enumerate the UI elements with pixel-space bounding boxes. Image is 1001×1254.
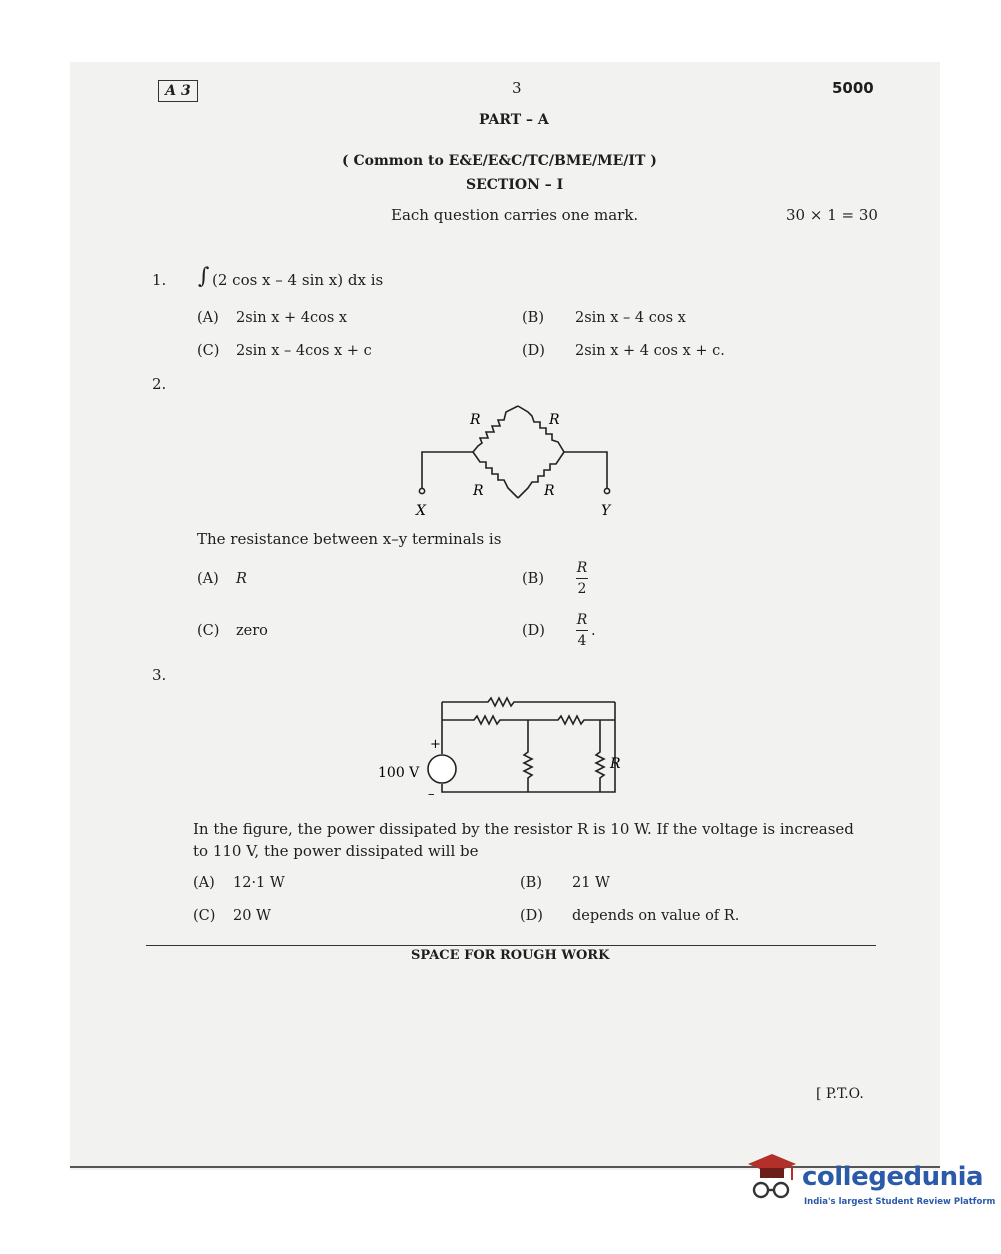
pto-marker: [ P.T.O. xyxy=(816,1086,864,1102)
option-text: 2sin x + 4cos x xyxy=(236,310,348,326)
question-number: 2. xyxy=(152,375,167,393)
marks-total: 30 × 1 = 30 xyxy=(786,206,878,224)
fraction-r-over-2 xyxy=(576,560,588,597)
terminal-x-label: X xyxy=(416,503,426,519)
option-label: (B) xyxy=(522,571,544,587)
set-code-box: A 3 xyxy=(158,80,198,102)
resistor-label: R xyxy=(470,412,481,428)
question-number: 3. xyxy=(152,666,167,684)
resistor-label: R xyxy=(473,483,484,499)
rough-work-divider xyxy=(146,945,876,946)
resistor-label: R xyxy=(610,756,621,772)
question-stem-line: In the figure, the power dissipated by the resistor R is 10 W. If the voltage is increased xyxy=(193,820,854,838)
option-label: (D) xyxy=(520,908,543,924)
section-title: SECTION – I xyxy=(466,177,564,193)
resistor-label: R xyxy=(544,483,555,499)
rough-work-label: SPACE FOR ROUGH WORK xyxy=(411,948,610,963)
paper-code: 5000 xyxy=(832,79,874,97)
watermark-brand: collegedunia xyxy=(802,1162,984,1192)
option-label: (D) xyxy=(522,623,545,639)
option-label: (A) xyxy=(197,310,219,326)
fraction-denominator: 2 xyxy=(577,581,587,597)
option-text: 2sin x + 4 cos x + c. xyxy=(575,343,725,359)
option-text: zero xyxy=(236,623,268,639)
integral-sign: ∫ xyxy=(198,264,210,289)
source-minus: – xyxy=(428,787,435,802)
option-text: 12·1 W xyxy=(233,875,285,891)
option-label: (B) xyxy=(522,310,544,326)
option-label: (A) xyxy=(197,571,219,587)
option-label: (C) xyxy=(193,908,216,924)
option-label: (C) xyxy=(197,343,220,359)
terminal-y-label: Y xyxy=(601,503,611,519)
option-text: 21 W xyxy=(572,875,610,891)
option-text: depends on value of R. xyxy=(572,908,740,924)
option-text: 2sin x – 4cos x + c xyxy=(236,343,372,359)
fraction-denominator: 4 xyxy=(577,633,587,649)
part-title: PART – A xyxy=(479,112,549,128)
resistor-label: R xyxy=(549,412,560,428)
question-stem: (2 cos x – 4 sin x) dx is xyxy=(212,271,384,289)
fraction-numerator: R xyxy=(576,560,588,576)
option-text: 20 W xyxy=(233,908,271,924)
page-number: 3 xyxy=(512,79,522,97)
marks-note: Each question carries one mark. xyxy=(391,206,639,224)
fraction-numerator: R xyxy=(576,612,588,628)
exam-page xyxy=(70,62,940,1170)
question-stem-line: to 110 V, the power dissipated will be xyxy=(193,842,479,860)
watermark-tagline: India's largest Student Review Platform xyxy=(804,1197,996,1207)
source-voltage-label: 100 V xyxy=(378,765,420,781)
option-text: 2sin x – 4 cos x xyxy=(575,310,686,326)
source-plus: + xyxy=(430,737,441,752)
option-label: (D) xyxy=(522,343,545,359)
power-circuit-diagram xyxy=(370,692,630,802)
common-to: ( Common to E&E/E&C/TC/BME/ME/IT ) xyxy=(342,153,657,169)
option-label: (A) xyxy=(193,875,215,891)
option-suffix: . xyxy=(591,623,596,639)
question-number: 1. xyxy=(152,271,167,289)
bridge-circuit-diagram xyxy=(410,400,630,520)
option-label: (B) xyxy=(520,875,542,891)
question-stem: The resistance between x–y terminals is xyxy=(197,530,502,548)
collegedunia-logo-icon xyxy=(740,1150,800,1206)
option-text: R xyxy=(236,571,247,587)
option-label: (C) xyxy=(197,623,220,639)
fraction-r-over-4 xyxy=(576,612,588,649)
